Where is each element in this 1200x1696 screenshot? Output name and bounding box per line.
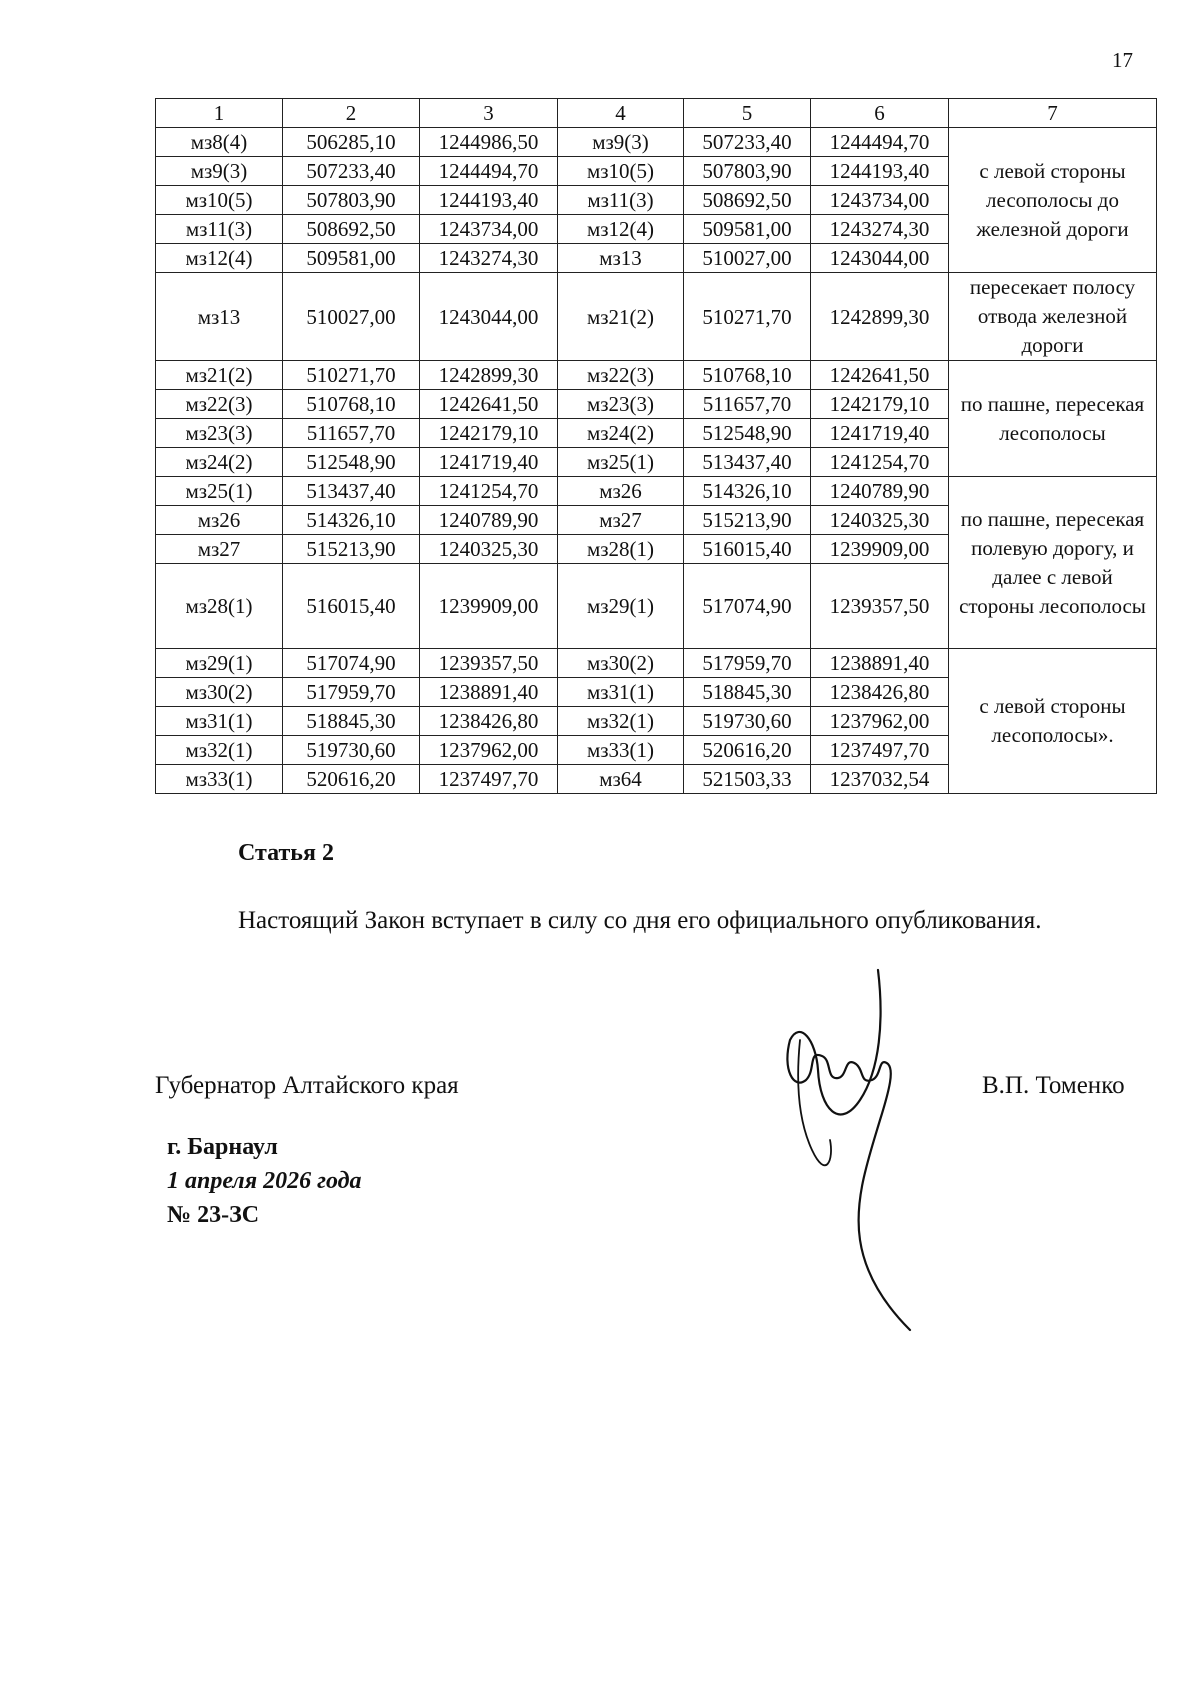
y-to-cell: 1237032,54 [811,765,949,794]
boundary-description-cell: по пашне, пересекая полевую дорогу, и далее с левой стороны лесополосы [949,477,1157,649]
point-from-cell: мз33(1) [156,765,283,794]
point-to-cell: мз10(5) [558,157,684,186]
y-from-cell: 1239909,00 [420,564,558,649]
y-from-cell: 1240325,30 [420,535,558,564]
y-from-cell: 1242641,50 [420,390,558,419]
y-to-cell: 1238426,80 [811,678,949,707]
y-from-cell: 1244494,70 [420,157,558,186]
x-to-cell: 518845,30 [684,678,811,707]
point-from-cell: мз8(4) [156,128,283,157]
point-to-cell: мз27 [558,506,684,535]
y-from-cell: 1241719,40 [420,448,558,477]
y-from-cell: 1237497,70 [420,765,558,794]
y-to-cell: 1239357,50 [811,564,949,649]
y-to-cell: 1242641,50 [811,361,949,390]
y-from-cell: 1242179,10 [420,419,558,448]
article-title: Статья 2 [238,840,334,866]
x-to-cell: 507233,40 [684,128,811,157]
point-to-cell: мз25(1) [558,448,684,477]
governor-title: Губернатор Алтайского края [155,1072,459,1099]
table-header-cell: 2 [283,99,420,128]
table-header-cell: 3 [420,99,558,128]
point-from-cell: мз25(1) [156,477,283,506]
law-number: № 23-ЗС [167,1202,260,1228]
x-to-cell: 508692,50 [684,186,811,215]
x-to-cell: 516015,40 [684,535,811,564]
point-from-cell: мз13 [156,273,283,361]
y-to-cell: 1237962,00 [811,707,949,736]
x-to-cell: 512548,90 [684,419,811,448]
y-from-cell: 1238891,40 [420,678,558,707]
article-body: Настоящий Закон вступает в силу со дня его официального опубликования. [238,907,1042,934]
table-header-cell: 5 [684,99,811,128]
y-to-cell: 1244193,40 [811,157,949,186]
point-to-cell: мз28(1) [558,535,684,564]
point-to-cell: мз22(3) [558,361,684,390]
x-from-cell: 517074,90 [283,649,420,678]
y-to-cell: 1237497,70 [811,736,949,765]
boundary-description-cell: по пашне, пересекая лесополосы [949,361,1157,477]
point-to-cell: мз26 [558,477,684,506]
point-to-cell: мз33(1) [558,736,684,765]
y-to-cell: 1239909,00 [811,535,949,564]
y-from-cell: 1239357,50 [420,649,558,678]
point-from-cell: мз31(1) [156,707,283,736]
x-from-cell: 512548,90 [283,448,420,477]
y-to-cell: 1242179,10 [811,390,949,419]
x-to-cell: 520616,20 [684,736,811,765]
x-to-cell: 510768,10 [684,361,811,390]
point-from-cell: мз9(3) [156,157,283,186]
signing-place: г. Барнаул [167,1134,278,1160]
signing-date: 1 апреля 2026 года [167,1168,362,1194]
point-from-cell: мз23(3) [156,419,283,448]
x-to-cell: 519730,60 [684,707,811,736]
point-to-cell: мз30(2) [558,649,684,678]
y-from-cell: 1238426,80 [420,707,558,736]
handwritten-signature [760,960,960,1340]
point-from-cell: мз32(1) [156,736,283,765]
table-row [156,649,1157,678]
y-to-cell: 1243274,30 [811,215,949,244]
x-to-cell: 515213,90 [684,506,811,535]
page-number: 17 [1112,48,1133,72]
y-from-cell: 1242899,30 [420,361,558,390]
x-from-cell: 509581,00 [283,244,420,273]
boundary-description-cell: с левой стороны лесополосы». [949,649,1157,794]
point-from-cell: мз30(2) [156,678,283,707]
x-to-cell: 510271,70 [684,273,811,361]
y-to-cell: 1242899,30 [811,273,949,361]
y-to-cell: 1243044,00 [811,244,949,273]
table-header-cell: 7 [949,99,1157,128]
x-from-cell: 513437,40 [283,477,420,506]
table-header-cell: 4 [558,99,684,128]
point-to-cell: мз9(3) [558,128,684,157]
y-to-cell: 1241254,70 [811,448,949,477]
x-to-cell: 517074,90 [684,564,811,649]
table-header-cell: 6 [811,99,949,128]
x-from-cell: 518845,30 [283,707,420,736]
y-to-cell: 1244494,70 [811,128,949,157]
table-header-cell: 1 [156,99,283,128]
point-from-cell: мз27 [156,535,283,564]
y-to-cell: 1243734,00 [811,186,949,215]
x-from-cell: 510027,00 [283,273,420,361]
x-from-cell: 514326,10 [283,506,420,535]
point-from-cell: мз21(2) [156,361,283,390]
point-from-cell: мз29(1) [156,649,283,678]
x-to-cell: 509581,00 [684,215,811,244]
point-to-cell: мз12(4) [558,215,684,244]
y-from-cell: 1243734,00 [420,215,558,244]
x-from-cell: 507233,40 [283,157,420,186]
point-from-cell: мз10(5) [156,186,283,215]
y-from-cell: 1244986,50 [420,128,558,157]
x-from-cell: 510768,10 [283,390,420,419]
x-to-cell: 517959,70 [684,649,811,678]
x-to-cell: 511657,70 [684,390,811,419]
coordinates-table [155,98,1157,794]
governor-name: В.П. Томенко [982,1072,1125,1099]
y-from-cell: 1243044,00 [420,273,558,361]
x-from-cell: 510271,70 [283,361,420,390]
point-to-cell: мз23(3) [558,390,684,419]
x-from-cell: 511657,70 [283,419,420,448]
x-from-cell: 520616,20 [283,765,420,794]
boundary-description-cell: с левой стороны лесополосы до железной дороги [949,128,1157,273]
point-from-cell: мз12(4) [156,244,283,273]
y-from-cell: 1244193,40 [420,186,558,215]
x-to-cell: 513437,40 [684,448,811,477]
y-to-cell: 1240789,90 [811,477,949,506]
table-row [156,477,1157,506]
y-from-cell: 1241254,70 [420,477,558,506]
y-from-cell: 1237962,00 [420,736,558,765]
table-row [156,128,1157,157]
point-to-cell: мз13 [558,244,684,273]
x-from-cell: 515213,90 [283,535,420,564]
y-to-cell: 1240325,30 [811,506,949,535]
point-to-cell: мз64 [558,765,684,794]
y-from-cell: 1240789,90 [420,506,558,535]
x-from-cell: 517959,70 [283,678,420,707]
x-from-cell: 507803,90 [283,186,420,215]
y-from-cell: 1243274,30 [420,244,558,273]
point-from-cell: мз24(2) [156,448,283,477]
x-from-cell: 508692,50 [283,215,420,244]
x-from-cell: 506285,10 [283,128,420,157]
y-to-cell: 1238891,40 [811,649,949,678]
x-to-cell: 514326,10 [684,477,811,506]
boundary-description-cell: пересекает полосу отвода железной дороги [949,273,1157,361]
point-to-cell: мз32(1) [558,707,684,736]
y-to-cell: 1241719,40 [811,419,949,448]
point-to-cell: мз29(1) [558,564,684,649]
point-to-cell: мз21(2) [558,273,684,361]
x-from-cell: 519730,60 [283,736,420,765]
point-to-cell: мз11(3) [558,186,684,215]
x-to-cell: 521503,33 [684,765,811,794]
point-from-cell: мз26 [156,506,283,535]
point-from-cell: мз22(3) [156,390,283,419]
x-from-cell: 516015,40 [283,564,420,649]
point-to-cell: мз24(2) [558,419,684,448]
point-from-cell: мз28(1) [156,564,283,649]
table-row [156,361,1157,390]
point-to-cell: мз31(1) [558,678,684,707]
table-row [156,273,1157,361]
point-from-cell: мз11(3) [156,215,283,244]
table-header-row [156,99,1157,128]
x-to-cell: 507803,90 [684,157,811,186]
x-to-cell: 510027,00 [684,244,811,273]
